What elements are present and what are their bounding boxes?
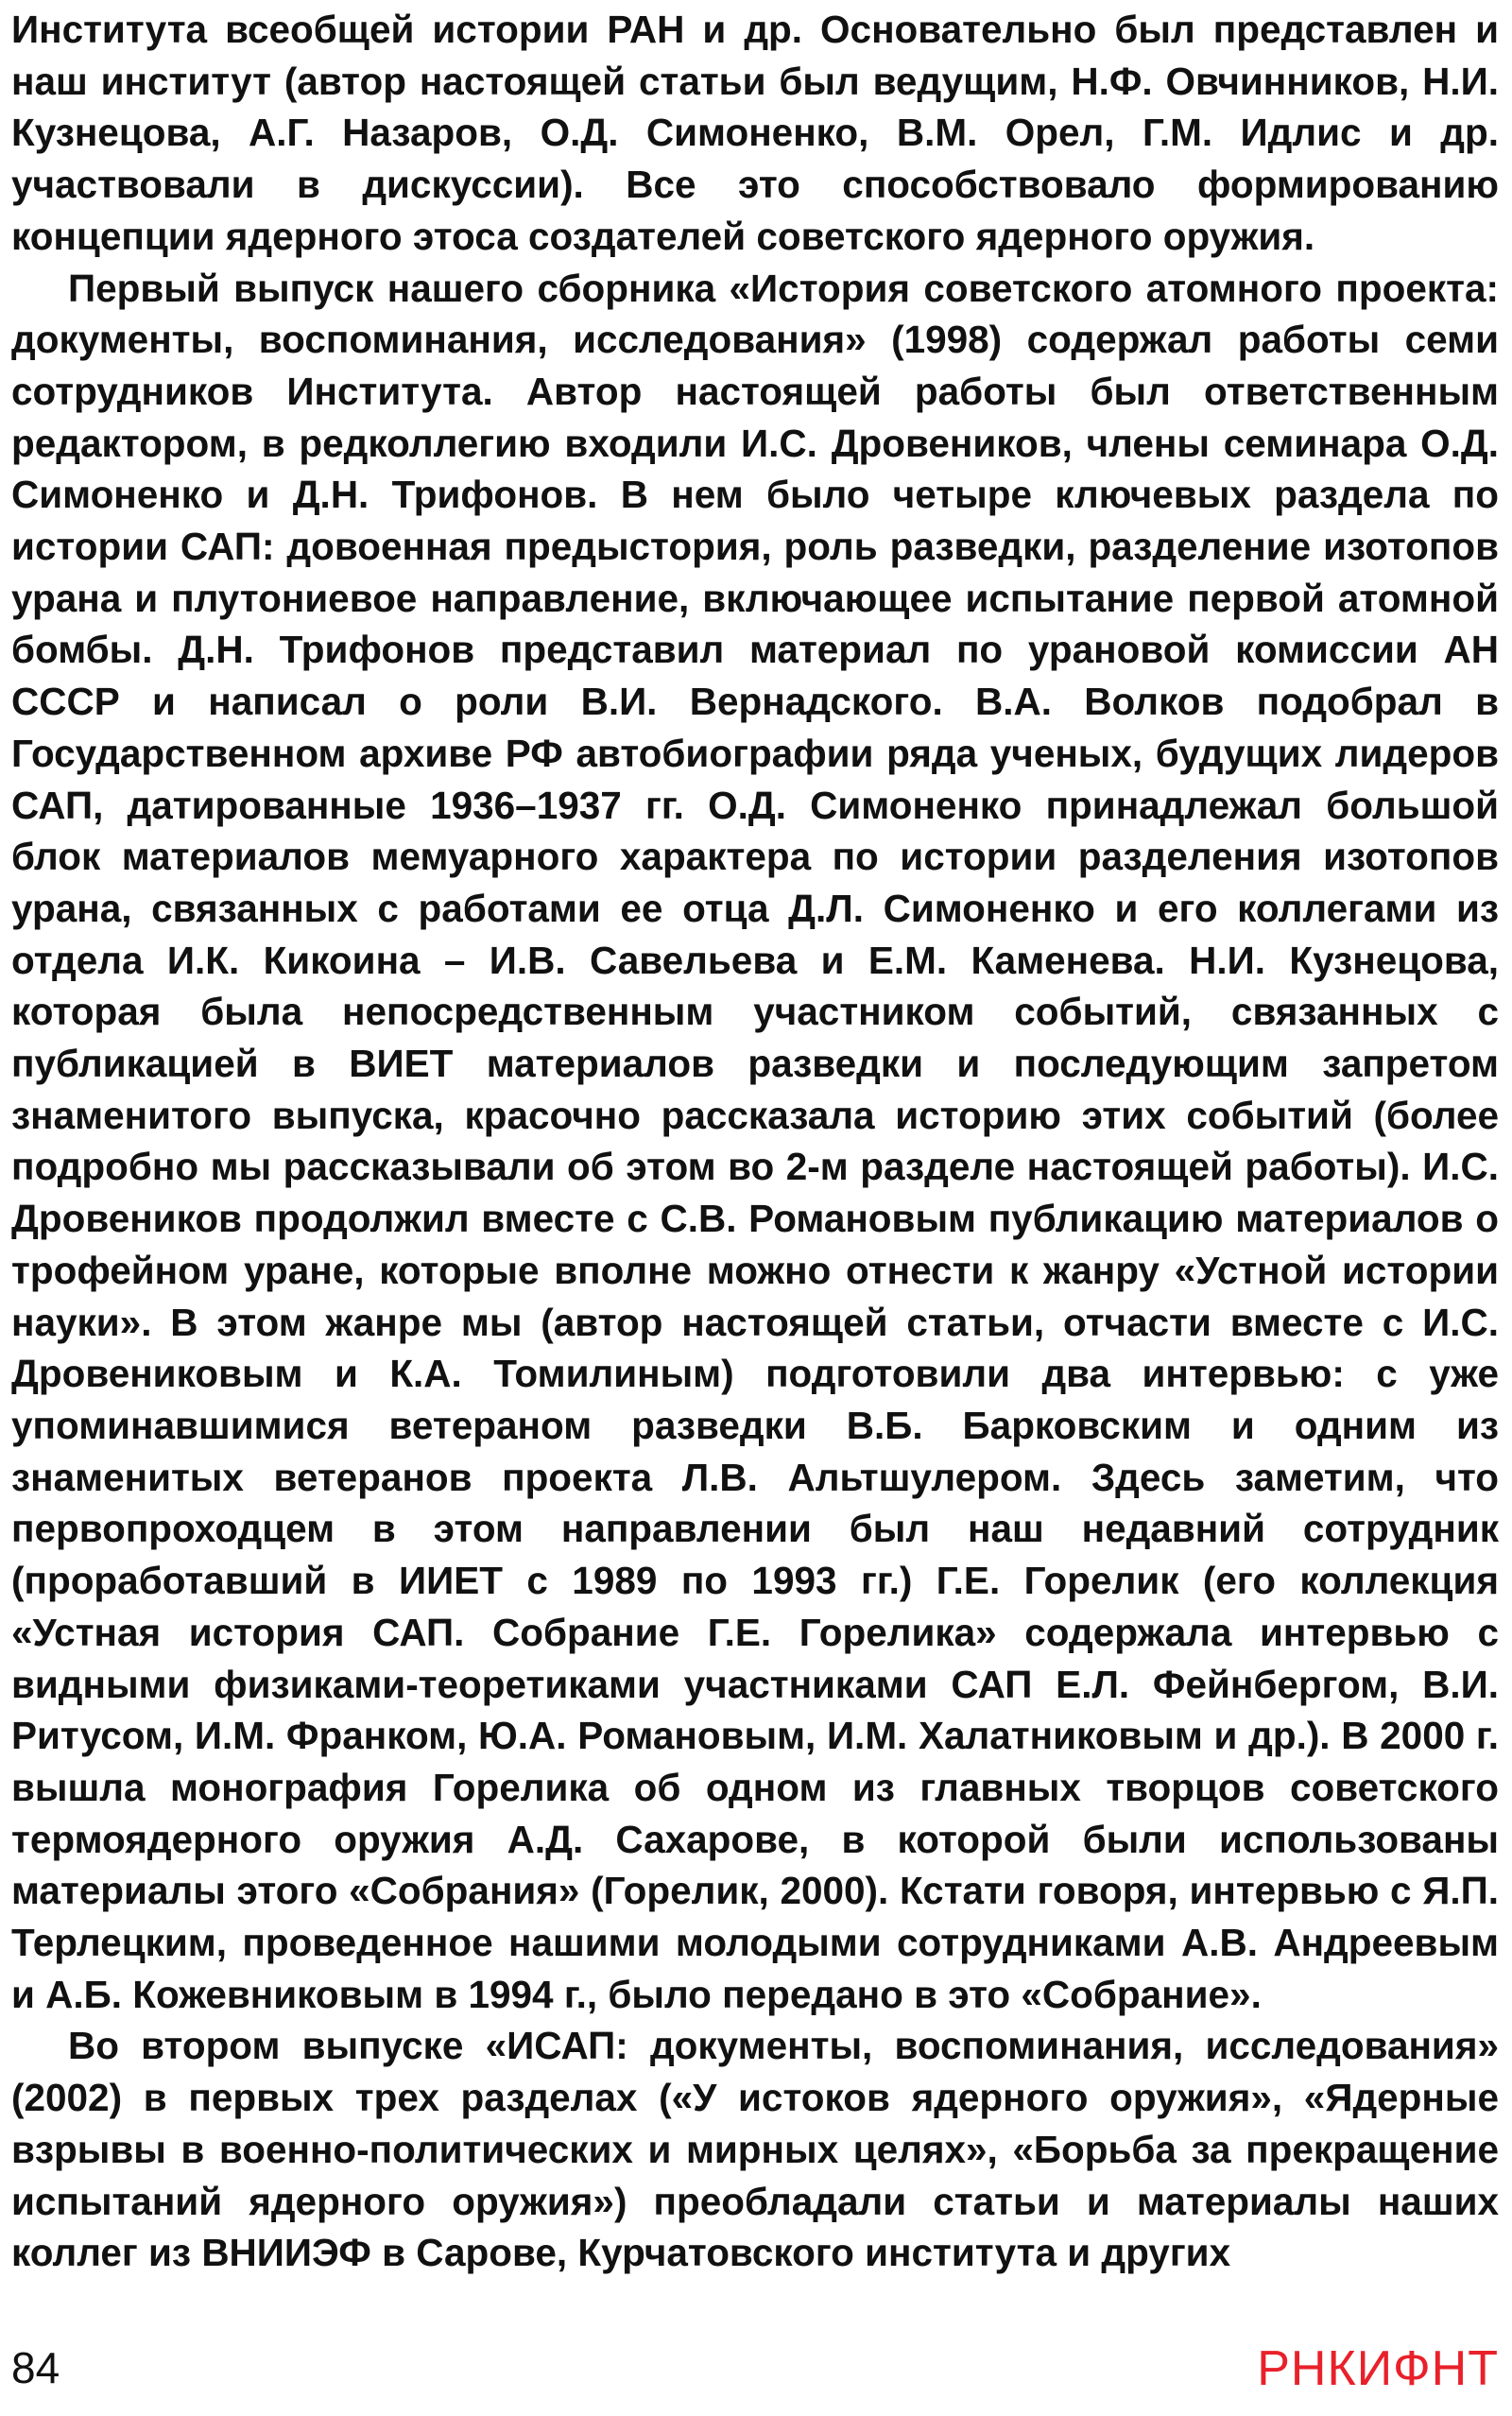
paragraph-continuation: Института всеобщей истории РАН и др. Основательно был представлен и наш институт (автор настоящей статьи был ведущим, Н.Ф. Овчинников, Н.И. Кузнецова, А.Г. Назаров, О.Д. Симоненко, В.М. Орел, Г.М. Идлис и др. участвовали в дискуссии). Все это способствовало формированию концепции ядерного этоса создателей советского ядерного оружия.	[11, 8, 1499, 258]
publisher-logo: РНКИФНТ	[1257, 2341, 1499, 2396]
page-footer	[11, 2342, 1499, 2399]
page-body	[11, 4, 1499, 2279]
paragraph-first-issue: Первый выпуск нашего сборника «История советского атомного проекта: документы, воспоминания, исследования» (1998) содержал работы семи сотрудников Института. Автор настоящей работы был ответственным редактором, в редколлегию входили И.С. Дровеников, члены семинара О.Д. Симоненко и Д.Н. Трифонов. В нем было четыре ключевых раздела по истории САП: довоенная предыстория, роль разведки, разделение изотопов урана и плутониевое направление, включающее испытание первой атомной бомбы. Д.Н. Трифонов представил материал по урановой комиссии АН СССР и написал о роли В.И. Вернадского. В.А. Волков подобрал в Государственном архиве РФ автобиографии ряда ученых, будущих лидеров САП, датированные 1936–1937 гг. О.Д. Симоненко принадлежал большой блок материалов мемуарного характера по истории разделения изотопов урана, связанных с работами ее отца Д.Л. Симоненко и его коллегами из отдела И.К. Кикоина – И.В. Савельева и Е.М. Каменева. Н.И. Кузнецова, которая была непосредственным участником событий, связанных с публикацией в ВИЕТ материалов разведки и последующим запретом знаменитого выпуска, красочно рассказала историю этих событий (более подробно мы рассказывали об этом во 2-м разделе настоящей работы). И.С. Дровеников продолжил вместе с С.В. Романовым публикацию материалов о трофейном уране, которые вполне можно отнести к жанру «Устной истории науки». В этом жанре мы (автор настоящей статьи, отчасти вместе с И.С. Дровениковым и К.А. Томилиным) подготовили два интервью: с уже упоминавшимися ветераном разведки В.Б. Барковским и одним из знаменитых ветеранов проекта Л.В. Альтшулером. Здесь заметим, что первопроходцем в этом направлении был наш недавний сотрудник (проработавший в ИИЕТ с 1989 по 1993 гг.) Г.Е. Горелик (его коллекция «Устная история САП. Собрание Г.Е. Горелика» содержала интервью с видными физиками-теоретиками участниками САП Е.Л. Фейнбергом, В.И. Ритусом, И.М. Франком, Ю.А. Романовым, И.М. Халатниковым и др.). В 2000 г. вышла монография Горелика об одном из главных творцов советского термоядерного оружия А.Д. Сахарове, в которой были использованы материалы этого «Собрания» (Горелик, 2000). Кстати говоря, интервью с Я.П. Терлецким, проведенное нашими молодыми сотрудниками А.В. Андреевым и А.Б. Кожевниковым в 1994 г., было передано в это «Собрание».	[11, 266, 1499, 2016]
page-number: 84	[11, 2343, 60, 2392]
paragraph-second-issue: Во втором выпуске «ИСАП: документы, воспоминания, исследования» (2002) в первых трех разделах («У истоков ядерного оружия», «Ядерные взрывы в военно-политических и мирных целях», «Борьба за прекращение испытаний ядерного оружия») преобладали статьи и материалы наших коллег из ВНИИЭФ в Сарове, Курчатовского института и других	[11, 2024, 1499, 2275]
